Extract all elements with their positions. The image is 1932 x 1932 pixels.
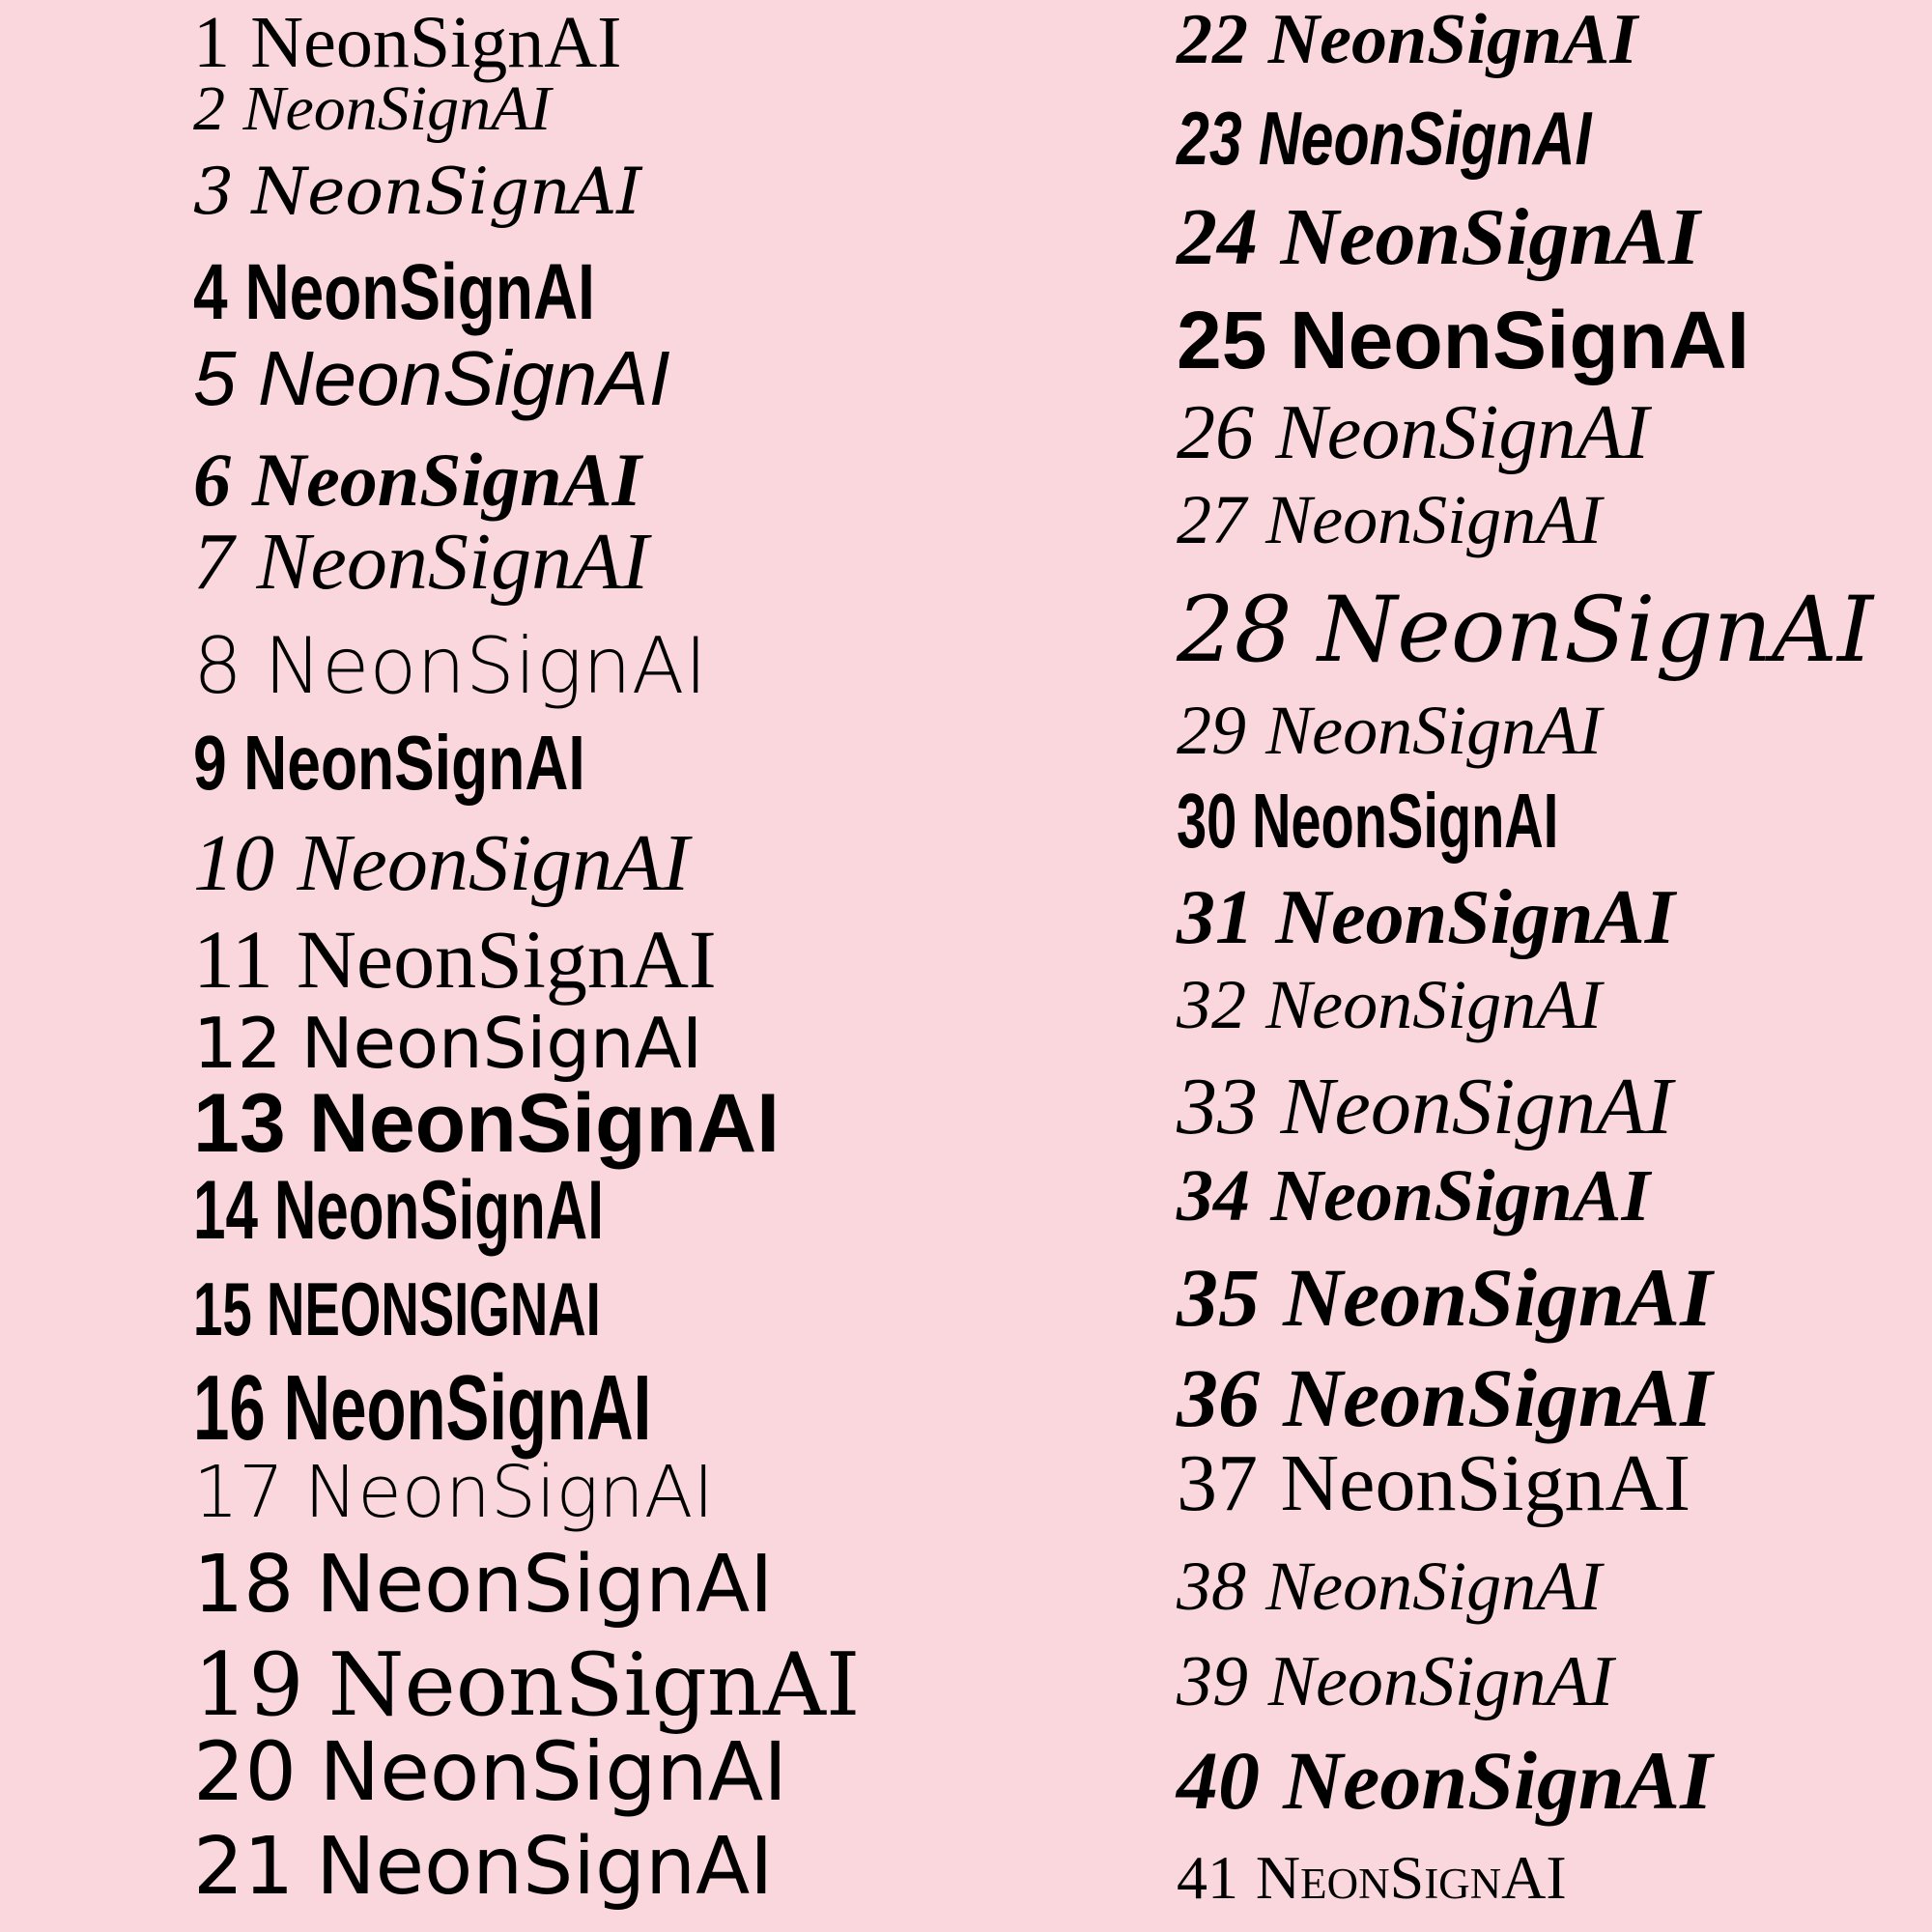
- font-sample-23: [1177, 96, 1592, 181]
- font-sample-text: NeonSignAI: [1267, 0, 1638, 79]
- font-sample-text: NeonSignAI: [1258, 96, 1592, 181]
- font-sample-text: NeonSignAI: [1283, 1734, 1713, 1827]
- font-sample-text: NeonSignAI: [327, 1634, 861, 1736]
- font-sample-28: [1177, 578, 1874, 683]
- font-sample-number: 20: [193, 1724, 297, 1819]
- font-sample-number: 4: [193, 248, 228, 336]
- font-sample-7: [193, 517, 649, 607]
- font-sample-38: [1177, 1548, 1603, 1625]
- font-sample-text: NeonSignAI: [1255, 1843, 1567, 1912]
- font-sample-number: 40: [1177, 1734, 1260, 1827]
- font-sample-number: 24: [1177, 192, 1258, 282]
- font-sample-number: 21: [193, 1821, 295, 1913]
- font-sample-number: 37: [1177, 1438, 1258, 1528]
- font-sample-number: 41: [1177, 1843, 1238, 1912]
- font-sample-3: [193, 155, 642, 229]
- font-sample-text: NeonSignAI: [1275, 875, 1675, 960]
- font-sample-text: NeonSignAI: [1280, 1438, 1691, 1528]
- font-sample-number: 28: [1177, 578, 1293, 683]
- font-sample-text: NEONSIGNAI: [267, 1266, 601, 1351]
- font-sample-number: 33: [1177, 1062, 1258, 1151]
- font-sample-31: [1177, 875, 1675, 960]
- font-sample-number: 2: [193, 73, 225, 144]
- font-sample-text: NeonSignAI: [1283, 1351, 1713, 1444]
- font-sample-20: [193, 1724, 788, 1819]
- font-sample-number: 13: [193, 1077, 286, 1170]
- font-sample-2: [193, 73, 552, 144]
- font-sample-text: NeonSignAI: [1270, 1155, 1651, 1236]
- font-sample-text: NeonSignAI: [242, 73, 552, 144]
- font-sample-text: NeonSignAI: [1265, 692, 1603, 769]
- font-sample-text: NeonSignAI: [251, 438, 641, 522]
- font-sample-number: 7: [193, 517, 234, 607]
- font-sample-number: 6: [193, 438, 231, 522]
- font-sample-text: NeonSignAI: [1317, 578, 1874, 683]
- font-sample-number: 25: [1177, 295, 1267, 385]
- font-sample-number: 38: [1177, 1548, 1246, 1625]
- font-sample-21: [193, 1821, 774, 1913]
- font-sample-number: 27: [1177, 481, 1246, 558]
- font-sample-number: 8: [193, 621, 242, 711]
- font-sample-32: [1177, 966, 1603, 1043]
- font-sample-number: 15: [193, 1266, 252, 1351]
- font-sample-19: [193, 1634, 861, 1736]
- font-sample-text: NeonSignAI: [244, 248, 595, 336]
- font-sample-34: [1177, 1155, 1651, 1236]
- font-sample-10: [193, 818, 690, 908]
- font-sample-number: 19: [193, 1634, 304, 1736]
- font-sample-24: [1177, 192, 1700, 282]
- font-sample-39: [1177, 1642, 1614, 1721]
- font-sample-text: NeonSignAI: [257, 335, 670, 421]
- font-sample-text: NeonSignAI: [250, 2, 622, 83]
- font-sample-text: NeonSignAI: [296, 913, 717, 1006]
- font-sample-4: [193, 248, 595, 336]
- font-sample-number: 3: [193, 155, 234, 229]
- font-sample-18: [193, 1539, 774, 1631]
- font-sample-30: [1177, 778, 1559, 864]
- font-sample-text: NeonSignAI: [243, 720, 585, 806]
- font-sample-number: 35: [1177, 1251, 1260, 1344]
- font-sample-29: [1177, 692, 1603, 769]
- font-sample-number: 29: [1177, 692, 1246, 769]
- font-sample-27: [1177, 481, 1603, 558]
- font-sample-12: [193, 1003, 703, 1084]
- font-sample-text: NeonSignAI: [303, 1451, 715, 1534]
- font-sample-6: [193, 438, 641, 522]
- font-sample-text: NeonSignAI: [1265, 1548, 1603, 1625]
- font-sample-number: 9: [193, 720, 227, 806]
- font-sample-37: [1177, 1438, 1691, 1528]
- font-sample-number: 10: [193, 818, 274, 908]
- font-sample-33: [1177, 1062, 1673, 1151]
- font-sample-text: NeonSignAI: [251, 155, 642, 229]
- font-sample-number: 30: [1177, 778, 1237, 864]
- font-sample-40: [1177, 1734, 1713, 1827]
- font-sample-5: [193, 335, 670, 421]
- font-sample-text: NeonSignAI: [1289, 295, 1749, 385]
- font-sample-14: [193, 1164, 604, 1257]
- font-sample-22: [1177, 0, 1638, 79]
- font-sample-text: NeonSignAI: [319, 1724, 788, 1819]
- font-sample-number: 5: [193, 335, 237, 421]
- font-sample-number: 32: [1177, 966, 1246, 1043]
- font-sample-36: [1177, 1351, 1713, 1444]
- font-sample-text: NeonSignAI: [308, 1077, 781, 1170]
- font-sample-text: NeonSignAI: [297, 818, 690, 908]
- font-sample-text: NeonSignAI: [1251, 778, 1559, 864]
- font-sample-number: 39: [1177, 1642, 1248, 1721]
- font-sample-text: NeonSignAI: [283, 1356, 652, 1460]
- font-sample-number: 23: [1177, 96, 1242, 181]
- font-sample-text: NeonSignAI: [273, 1164, 604, 1257]
- font-sample-8: [193, 621, 708, 711]
- font-sample-11: [193, 913, 717, 1006]
- font-sample-25: [1177, 295, 1749, 385]
- font-sample-number: 1: [193, 2, 230, 83]
- font-sample-text: NeonSignAI: [1275, 390, 1649, 475]
- font-samples-left-column: [193, 0, 966, 1932]
- font-sample-35: [1177, 1251, 1713, 1344]
- font-samples-right-column: [1177, 0, 1932, 1932]
- font-sample-15: [193, 1266, 601, 1351]
- font-sample-text: NeonSignAI: [316, 1821, 774, 1913]
- font-sample-text: NeonSignAI: [1265, 481, 1603, 558]
- font-sample-text: NeonSignAI: [1280, 192, 1700, 282]
- font-sample-number: 16: [193, 1356, 266, 1460]
- font-sample-number: 22: [1177, 0, 1248, 79]
- font-sample-text: NeonSignAI: [1283, 1251, 1713, 1344]
- font-sample-9: [193, 720, 585, 806]
- font-sample-text: NeonSignAI: [1280, 1062, 1673, 1151]
- font-sample-text: NeonSignAI: [1267, 1642, 1614, 1721]
- font-sample-number: 31: [1177, 875, 1254, 960]
- font-sample-text: NeonSignAI: [264, 621, 708, 711]
- font-sample-number: 12: [193, 1003, 282, 1084]
- font-sample-text: NeonSignAI: [1265, 966, 1603, 1043]
- font-sample-number: 36: [1177, 1351, 1260, 1444]
- font-sample-number: 34: [1177, 1155, 1250, 1236]
- font-sample-text: NeonSignAI: [300, 1003, 703, 1084]
- font-sample-1: [193, 2, 622, 83]
- font-sample-number: 11: [193, 913, 273, 1006]
- font-sample-text: NeonSignAI: [256, 517, 649, 607]
- font-sample-16: [193, 1356, 652, 1460]
- font-sample-13: [193, 1077, 781, 1170]
- font-sample-17: [193, 1451, 715, 1534]
- font-sample-number: 18: [193, 1539, 295, 1631]
- font-sample-26: [1177, 390, 1649, 475]
- font-sample-41: [1177, 1843, 1567, 1912]
- font-sample-text: NeonSignAI: [316, 1539, 774, 1631]
- font-sample-number: 26: [1177, 390, 1254, 475]
- font-sample-number: 14: [193, 1164, 258, 1257]
- font-sample-number: 17: [193, 1451, 285, 1534]
